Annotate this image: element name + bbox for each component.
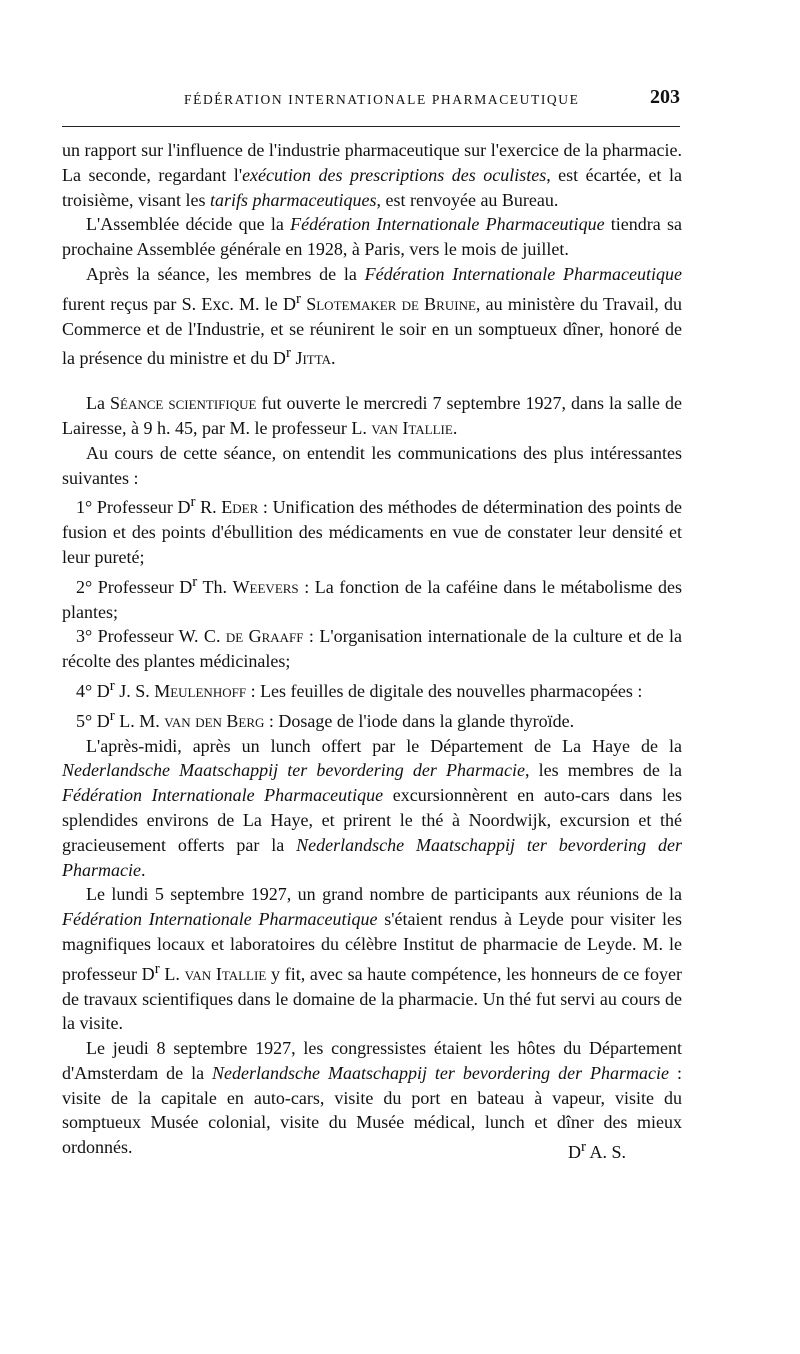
text-run: . <box>331 348 336 369</box>
text-run: y fit, avec sa haute compétence, les honneurs de ce foyer de travaux scientifiques dans le domaine de la pharmacie. Un thé fut servi au cours de la visite. <box>62 963 682 1034</box>
text-run: un rapport sur l'influence de l'industrie pharmaceutique sur l'exercice de la pharmacie. La seconde, regardant l' <box>62 140 682 185</box>
superscript: r <box>109 677 115 694</box>
text-run: D <box>92 710 110 731</box>
superscript: r <box>109 707 115 724</box>
person-name: Slotemaker de Bruine <box>306 293 476 314</box>
text-run: D <box>92 680 110 701</box>
section-label: Séance scientifique <box>110 393 257 414</box>
text-run: , au ministère du Travail, du Commerce et de l'Industrie, et se réunirent le soir en un somptueux dîner, honoré de la présence du ministre et du D <box>62 293 683 369</box>
paragraph-7 <box>62 882 682 1036</box>
text-run: : L'organisation internationale de la culture et de la récolte des plantes médicinales; <box>62 626 682 672</box>
item-number: 5° <box>76 710 93 731</box>
text-run: , est renvoyée au Bureau. <box>376 189 559 210</box>
italic-run: exécution des prescriptions des oculistes <box>242 164 547 185</box>
item-number: 1° <box>76 497 93 518</box>
header-rule <box>62 126 680 127</box>
italic-run: Nederlandsche Maatschappij ter bevordering der Pharmacie <box>62 834 682 880</box>
page-header <box>62 86 682 116</box>
paragraph-4 <box>62 391 682 441</box>
text-run: Au cours de cette séance, on entendit les communications des plus intéressantes suivantes : <box>62 442 682 488</box>
superscript: r <box>190 494 196 511</box>
person-name: Meulenhoff <box>154 680 247 701</box>
signature <box>544 1135 626 1165</box>
italic-run: tarifs pharmaceutiques <box>209 189 377 210</box>
text-run: , les membres de la <box>524 760 682 781</box>
text-run: . <box>140 859 146 880</box>
superscript: r <box>192 573 198 590</box>
text-run: furent reçus par S. Exc. M. le D <box>62 293 296 314</box>
text-run: s'étaient rendus à Leyde pour visiter les magnifiques locaux et laboratoires du célèbre Institut de pharmacie de Leyde. M. le professeur D <box>62 909 682 984</box>
paragraph-6 <box>62 734 682 883</box>
text-run: tiendra sa prochaine Assemblée générale en 1928, à Paris, vers le mois de juillet. <box>62 214 683 260</box>
superscript: r <box>580 1139 586 1156</box>
list-item <box>62 674 682 704</box>
text-run: Le lundi 5 septembre 1927, un grand nombre de participants aux réunions de la <box>86 884 682 905</box>
text-run: L. M. <box>114 710 165 731</box>
person-name: van den Berg <box>164 710 265 731</box>
text-run: Professeur W. C. <box>92 626 226 647</box>
text-run: J. S. <box>114 680 155 701</box>
person-name: Jitta <box>295 348 332 369</box>
italic-run: Fédération Internationale Pharmaceutique <box>62 785 384 806</box>
paragraph-8 <box>62 1036 682 1163</box>
person-name: Eder <box>221 497 259 518</box>
text-run: Professeur D <box>92 576 193 597</box>
superscript: r <box>154 960 160 977</box>
italic-run: Nederlandsche Maatschappij ter bevordering der Pharmacie <box>62 760 525 781</box>
text-run: Th. <box>197 576 233 597</box>
paragraph-3 <box>62 262 682 371</box>
text-run: : Dosage de l'iode dans la glande thyroïde. <box>264 710 575 731</box>
italic-run: Fédération Internationale Pharmaceutique <box>290 214 605 235</box>
body-text <box>62 138 682 1165</box>
paragraph-2 <box>62 212 682 262</box>
text-run: Après la séance, les membres de la <box>86 263 365 284</box>
list-item <box>62 704 682 734</box>
person-name: van Itallie <box>184 963 267 984</box>
person-name: van Itallie <box>371 417 453 438</box>
italic-run: Nederlandsche Maatschappij ter bevordering der Pharmacie <box>212 1062 670 1083</box>
superscript: r <box>296 290 301 307</box>
person-name: de Graaff <box>225 626 304 647</box>
text-run: : Unification des méthodes de détermination des points de fusion et des points d'ébullition des médicaments en vue de constater leur densité et leur pureté; <box>62 497 682 567</box>
text-run: L'après-midi, après un lunch offert par le Département de La Haye de la <box>86 735 682 756</box>
text-run: Le jeudi 8 septembre 1927, les congressistes étaient les hôtes du Département d'Amsterdam de la <box>62 1038 682 1083</box>
running-title: FÉDÉRATION INTERNATIONALE PHARMACEUTIQUE <box>184 92 580 107</box>
text-run: D <box>567 1142 581 1163</box>
item-number: 3° <box>76 626 93 647</box>
italic-run: Fédération Internationale Pharmaceutique <box>364 263 682 284</box>
page-number: 203 <box>650 86 680 108</box>
paragraph-5 <box>62 441 682 491</box>
text-run: , est écartée, et la troisième, visant les <box>62 164 682 210</box>
person-name: Weevers <box>232 576 299 597</box>
item-number: 2° <box>76 576 93 597</box>
text-run: : Les feuilles de digitale des nouvelles pharmacopées : <box>246 680 643 701</box>
superscript: r <box>285 345 291 362</box>
text-run: : visite de la capitale en auto-cars, visite du port en bateau à vapeur, visite du somptueux Musée colonial, visite du Musée médical, lunch et dîner des mieux ordonnés. <box>62 1062 682 1158</box>
list-item <box>62 570 682 625</box>
paragraph-1 <box>62 138 682 212</box>
list-item <box>62 490 682 569</box>
text-run: La <box>86 393 110 414</box>
text-run: A. S. <box>585 1142 626 1163</box>
text-run: L'Assemblée décide que la <box>86 214 291 235</box>
text-run: fut ouverte le mercredi 7 septembre 1927, dans la salle de Lairesse, à 9 h. 45, par M. le professeur L. <box>62 393 682 438</box>
text-run: . <box>452 417 458 438</box>
text-run: R. <box>195 497 222 518</box>
text-run: Professeur D <box>92 497 191 518</box>
text-run: : La fonction de la caféine dans le métabolisme des plantes; <box>62 576 683 622</box>
text-run: L. <box>159 963 185 984</box>
italic-run: Fédération Internationale Pharmaceutique <box>62 909 378 930</box>
list-item <box>62 624 682 674</box>
text-run: excursionnèrent en auto-cars dans les splendides environs de La Haye, et prirent le thé à Noordwijk, excursion et thé gracieusement offerts par la <box>62 785 682 855</box>
item-number: 4° <box>76 680 93 701</box>
